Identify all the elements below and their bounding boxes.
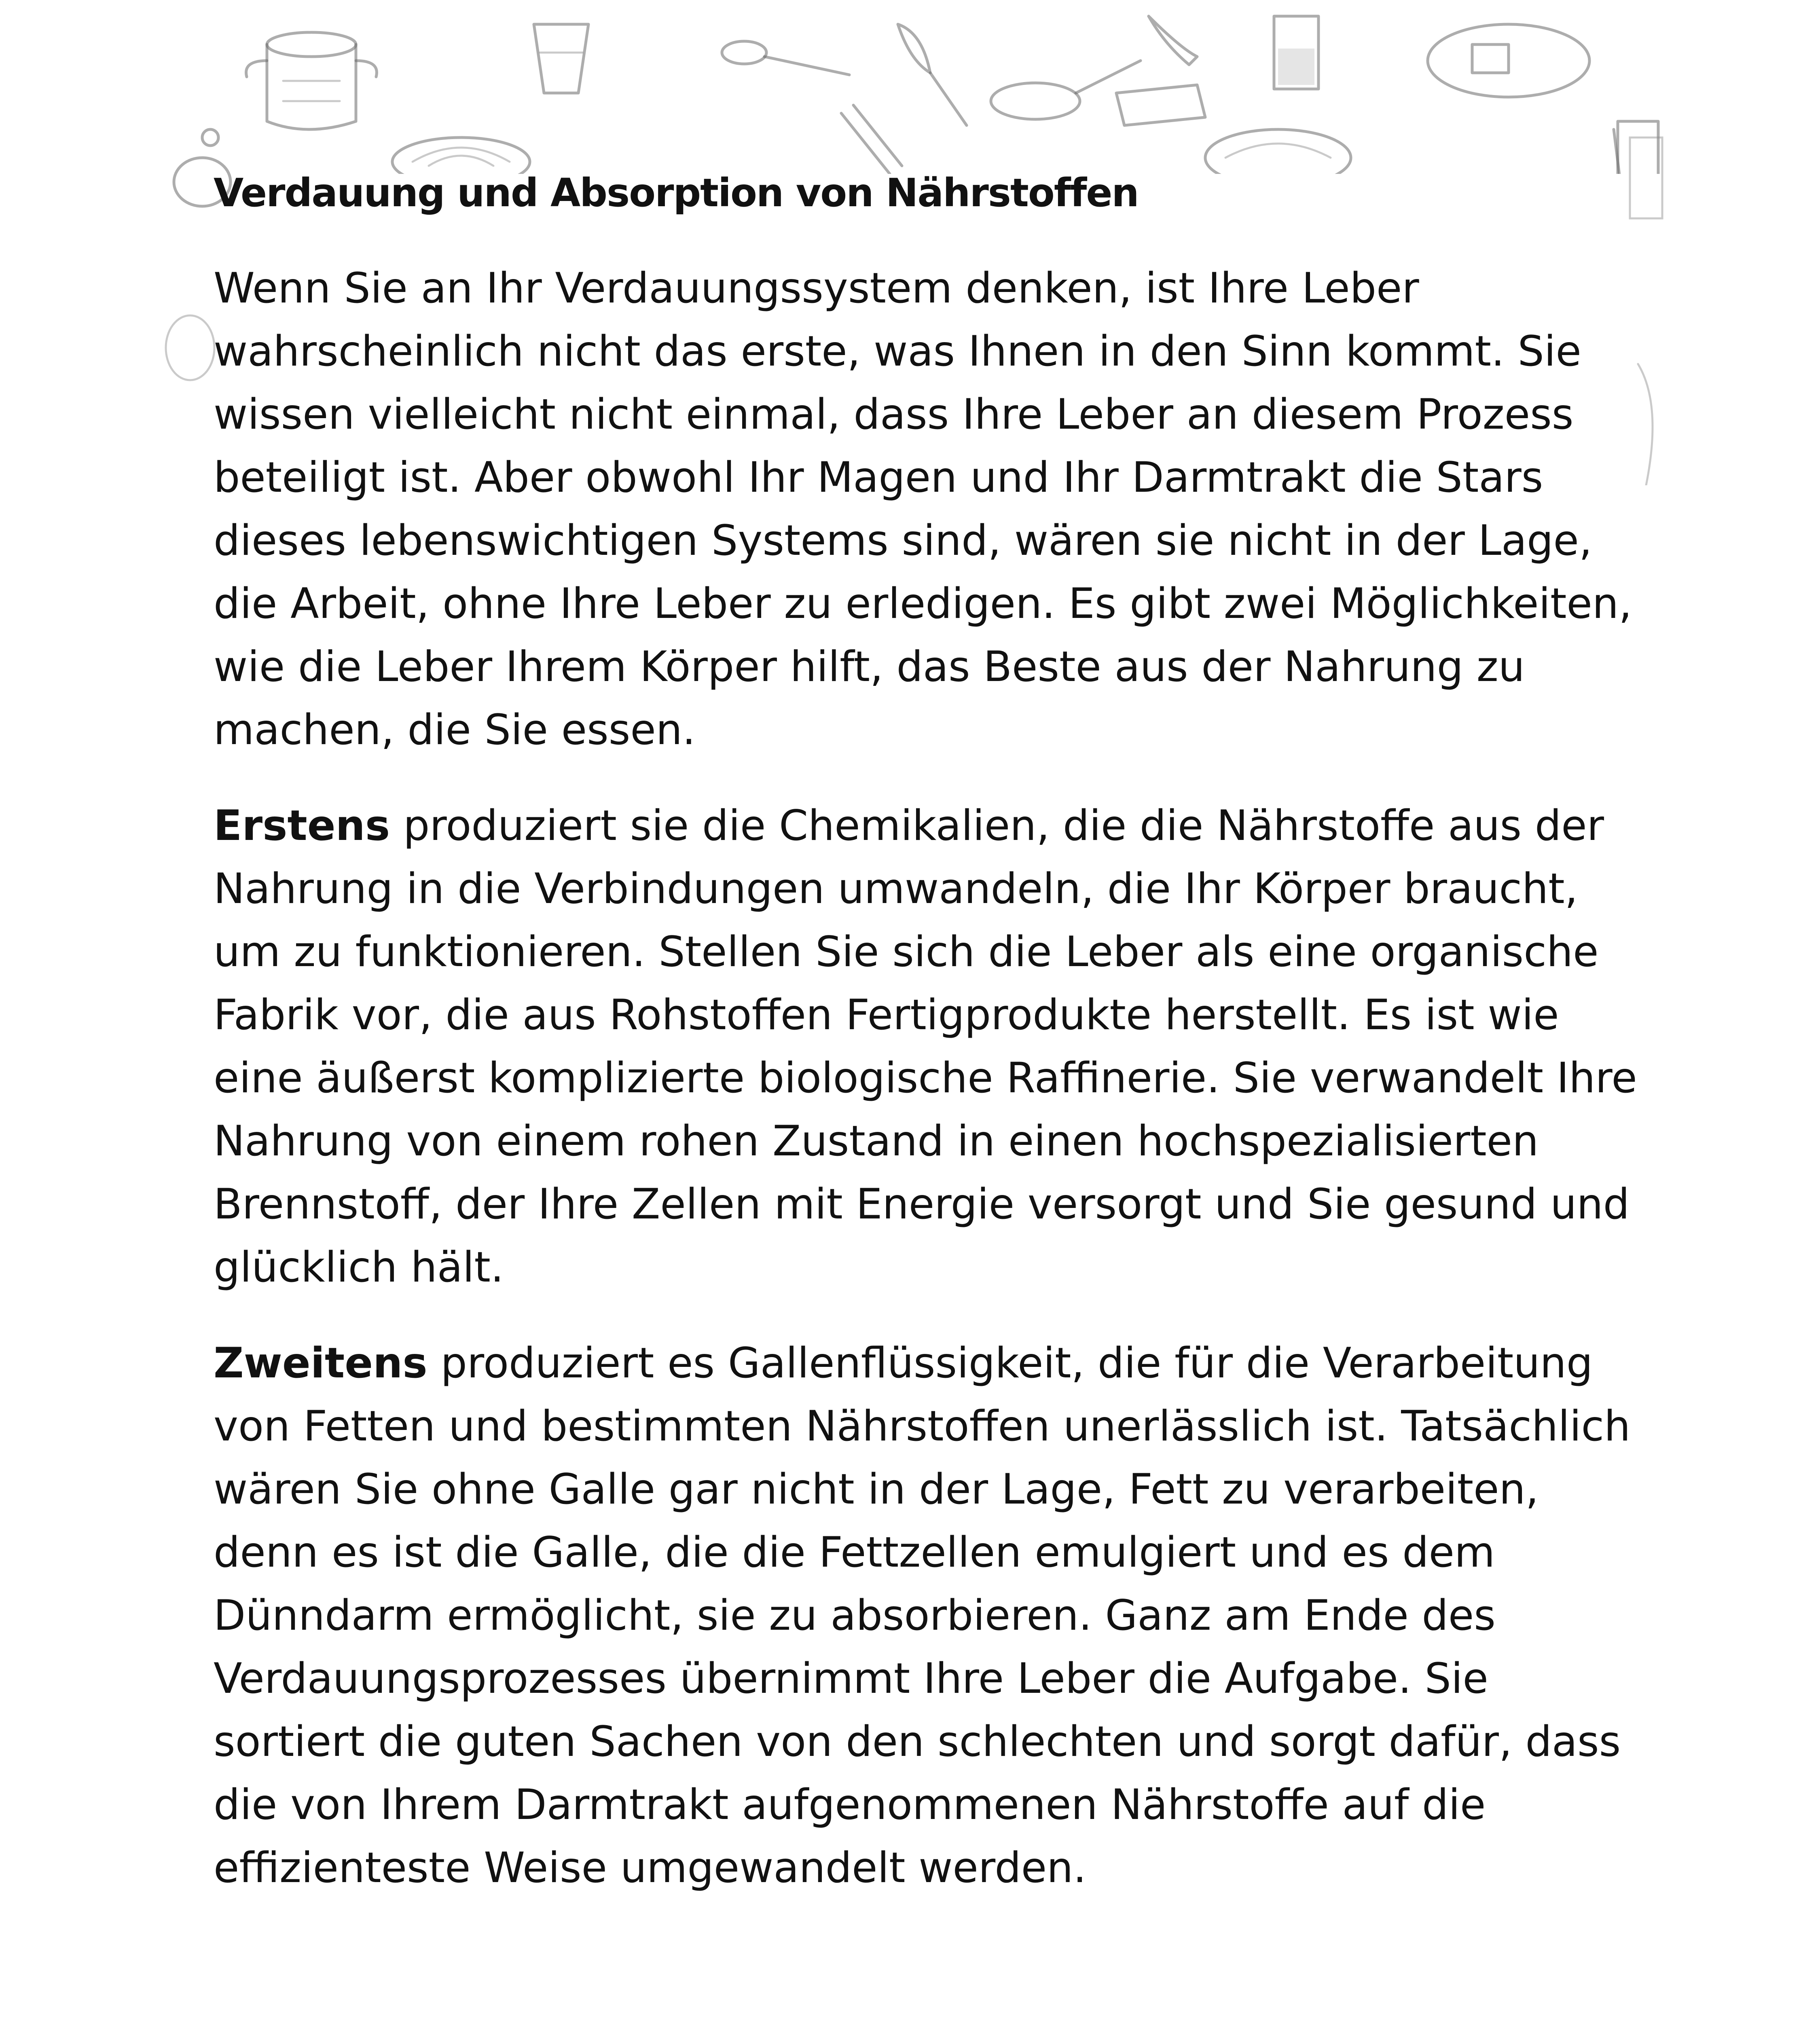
baking-form-icon <box>1428 24 1589 97</box>
mixing-bowl-icon <box>1205 129 1351 174</box>
knife-icon <box>1149 16 1197 65</box>
kitchen-utensils-top-border <box>0 0 1820 174</box>
whisk-icon <box>898 24 967 125</box>
paragraph-first-text: produziert sie die Chemikalien, die die Nährstoffe aus der Nahrung in die Verbindungen umwandeln, die Ihr Körper braucht, um zu funktionieren. Stellen Sie sich die Leber als eine organische Fabrik vor, die aus Rohstoffen Fertigprodukte herstellt. Es ist wie eine äußerst komplizierte biologische Raffinerie. Sie verwandelt Ihre Nahrung von einem rohen Zustand in einen hochspezialisierten Brennstoff, der Ihre Zellen mit Energie versorgt und Sie gesund und glücklich hält. <box>214 802 1637 1292</box>
paragraph-second <box>214 1332 1649 1899</box>
document-body <box>214 170 1649 1932</box>
rolling-pin-icon <box>841 105 902 174</box>
cutting-board-icon <box>1116 85 1205 125</box>
spoon-icon <box>722 41 849 75</box>
bowl-icon <box>392 137 530 174</box>
pan-handle-icon <box>166 315 214 380</box>
page-title: Verdauung und Absorption von Nährstoffen <box>214 170 1139 216</box>
cooking-pot-icon <box>246 32 377 129</box>
frying-pan-icon <box>991 61 1141 119</box>
paragraph-intro <box>214 257 1649 761</box>
paragraph-intro-text: Wenn Sie an Ihr Verdauungssystem denken, ist Ihre Leber wahrscheinlich nicht das erste, was Ihnen in den Sinn kommt. Sie wissen vielleicht nicht einmal, dass Ihre Leber an diesem Prozess beteiligt ist. Aber obwohl Ihr Magen und Ihr Darmtrakt die Stars dieses lebenswichtigen Systems sind, wären sie nicht in der Lage, die Arbeit, ohne Ihre Leber zu erledigen. Es gibt zwei Möglichkeiten, wie die Leber Ihrem Körper hilft, das Beste aus der Nahrung zu machen, die Sie essen. <box>214 264 1632 755</box>
paragraph-second-text: produziert es Gallenflüssigkeit, die für die Verarbeitung von Fetten und bestimmten Nährstoffen unerlässlich ist. Tatsächlich wären Sie ohne Galle gar nicht in der Lage, Fett zu verarbeiten, denn es ist die Galle, die die Fettzellen emulgiert und es dem Dünndarm ermöglicht, sie zu absorbieren. Ganz am Ende des Verdauungsprozesses übernimmt Ihre Leber die Aufgabe. Sie sortiert die guten Sachen von den schlechten und sorgt dafür, dass die von Ihrem Darmtrakt aufgenommenen Nährstoffe auf die effizienteste Weise umgewandelt werden. <box>214 1339 1631 1893</box>
paragraph-first <box>214 794 1649 1299</box>
paragraph-second-lead: Zweitens <box>214 1339 427 1388</box>
glass-icon <box>534 24 588 93</box>
paragraph-first-lead: Erstens <box>214 802 390 850</box>
jug-icon <box>1274 16 1318 89</box>
